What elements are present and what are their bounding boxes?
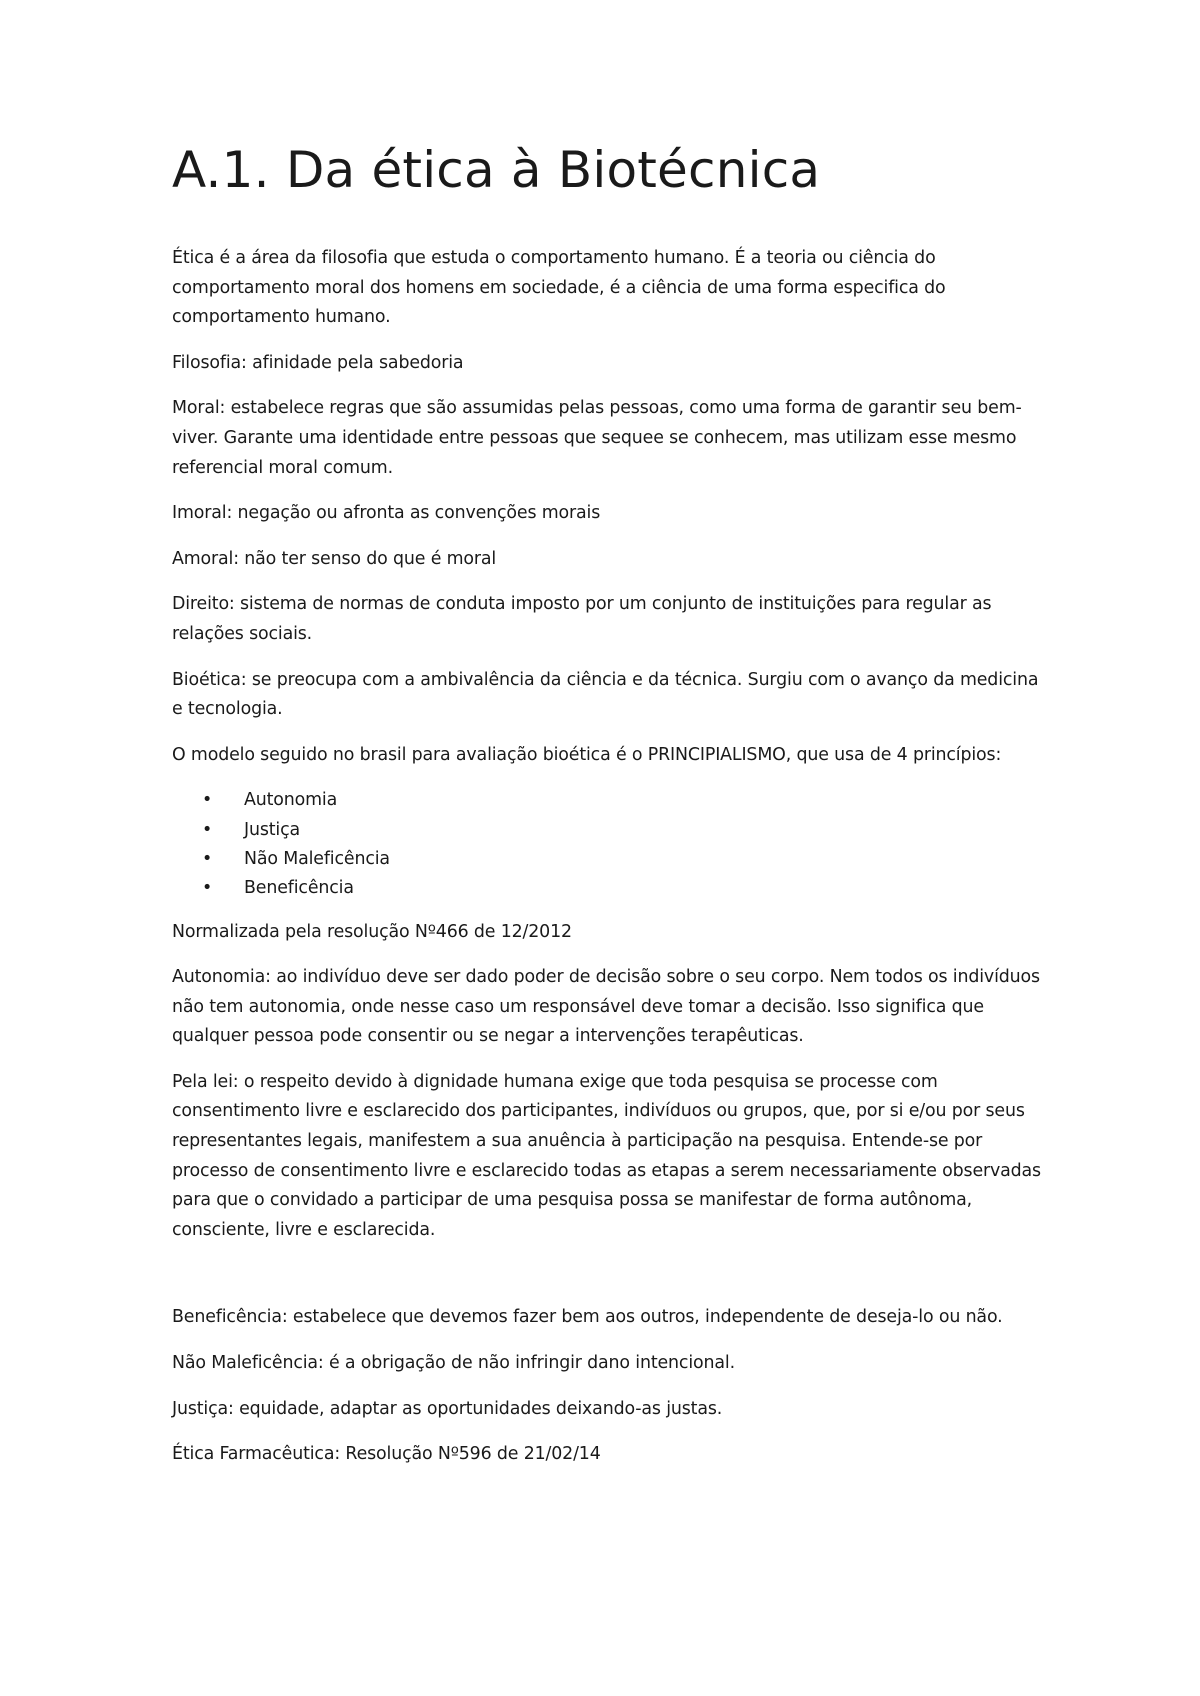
bullet-icon: • [202, 848, 213, 869]
paragraph-etica: Ética é a área da filosofia que estuda o comportamento humano. É a teoria ou ciência do comportamento moral dos homens em sociedade, é a ciência de uma forma especifica do comportamento humano. [172, 248, 946, 328]
document-body [172, 140, 1052, 1486]
paragraph-bioetica: Bioética: se preocupa com a ambivalência da ciência e da técnica. Surgiu com o avanço da medicina e tecnologia. [172, 669, 1039, 720]
list-item-label: Não Maleficência [244, 848, 390, 869]
paragraph-beneficencia: Beneficência: estabelece que devemos fazer bem aos outros, independente de deseja-lo ou não. [172, 1307, 1003, 1328]
paragraph-justica: Justiça: equidade, adaptar as oportunidades deixando-as justas. [172, 1398, 723, 1419]
paragraph-principialismo: O modelo seguido no brasil para avaliação bioética é o PRINCIPIALISMO, que usa de 4 princípios: [172, 744, 1002, 765]
paragraph-imoral: Imoral: negação ou afronta as convenções morais [172, 503, 601, 524]
list-item-label: Beneficência [244, 878, 354, 899]
paragraph-autonomia: Autonomia: ao indivíduo deve ser dado poder de decisão sobre o seu corpo. Nem todos os indivíduos não tem autonomia, onde nesse caso um responsável deve tomar a decisão. Isso significa que qualquer pessoa pode consentir ou se negar a intervenções terapêuticas. [172, 967, 1040, 1047]
paragraph-pela-lei: Pela lei: o respeito devido à dignidade humana exige que toda pesquisa se processe com consentimento livre e esclarecido dos participantes, indivíduos ou grupos, que, por si e/ou por seus representantes legais, manifestem a sua anuência à participação na pesquisa. Entende-se por processo de consentimento livre e esclarecido todas as etapas a serem necessariamente observadas para que o convidado a participar de uma pesquisa possa se manifestar de forma autônoma, consciente, livre e esclarecida. [172, 1071, 1041, 1240]
list-item [202, 786, 1052, 815]
paragraph-moral: Moral: estabelece regras que são assumidas pelas pessoas, como uma forma de garantir seu bem-viver. Garante uma identidade entre pessoas que sequee se conhecem, mas utilizam esse mesmo referencial moral comum. [172, 398, 1022, 478]
document-title: A.1. Da ética à Biotécnica [172, 141, 821, 199]
blank-line [172, 1261, 1052, 1303]
paragraph-normalizada: Normalizada pela resolução Nº466 de 12/2012 [172, 921, 572, 942]
paragraph-nao-maleficencia: Não Maleficência: é a obrigação de não infringir dano intencional. [172, 1353, 735, 1374]
list-item [202, 816, 1052, 845]
paragraph-amoral: Amoral: não ter senso do que é moral [172, 548, 497, 569]
principles-list [172, 786, 1052, 903]
paragraph-direito: Direito: sistema de normas de conduta imposto por um conjunto de instituições para regular as relações sociais. [172, 594, 992, 644]
list-item-label: Autonomia [244, 790, 338, 811]
paragraph-etica-farmaceutica: Ética Farmacêutica: Resolução Nº596 de 21/02/14 [172, 1444, 601, 1465]
list-item-label: Justiça [244, 819, 301, 840]
list-item [202, 874, 1052, 903]
bullet-icon: • [202, 878, 213, 899]
bullet-icon: • [202, 790, 213, 811]
list-item [202, 845, 1052, 874]
bullet-icon: • [202, 819, 213, 840]
paragraph-filosofia: Filosofia: afinidade pela sabedoria [172, 352, 464, 373]
